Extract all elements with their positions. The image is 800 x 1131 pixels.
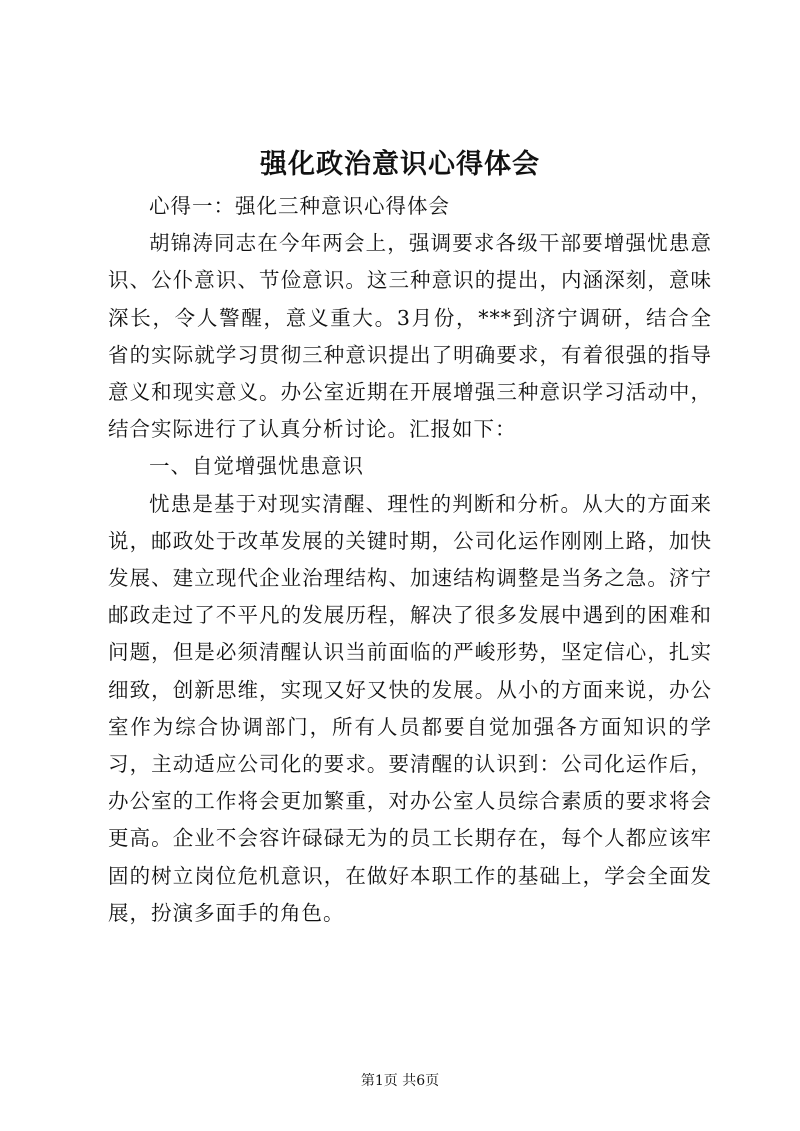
section-paragraph: 忧患是基于对现实清醒、理性的判断和分析。从大的方面来说，邮政处于改革发展的关键时期，公司化运作刚刚上路，加快发展、建立现代企业治理结构、加速结构调整是当务之急。济宁邮政走过了不平凡的发展历程，解决了很多发展中遇到的困难和问题，但是必须清醒认识当前面临的严峻形势，坚定信心，扎实细致，创新思维，实现又好又快的发展。从小的方面来说，办公室作为综合协调部门，所有人员都要自觉加强各方面知识的学习，主动适应公司化的要求。要清醒的认识到：公司化运作后，办公室的工作将会更加繁重，对办公室人员综合素质的要求将会更高。企业不会容许碌碌无为的员工长期存在，每个人都应该牢固的树立岗位危机意识，在做好本职工作的基础上，学会全面发展，扮演多面手的角色。 (108, 491, 712, 925)
section-heading: 一、自觉增强忧患意识 (149, 454, 364, 479)
intro-paragraph: 胡锦涛同志在今年两会上，强调要求各级干部要增强忧患意识、公仆意识、节俭意识。这三种意识的提出，内涵深刻，意味深长，令人警醒，意义重大。3月份，***到济宁调研，结合全省的实际就学习贯彻三种意识提出了明确要求，有着很强的指导意义和现实意义。办公室近期在开展增强三种意识学习活动中，结合实际进行了认真分析讨论。汇报如下： (108, 231, 712, 442)
subtitle: 心得一：强化三种意识心得体会 (149, 194, 450, 218)
document-body (108, 188, 712, 932)
page-number: 第1页 共6页 (360, 1073, 440, 1089)
document-title: 强化政治意识心得体会 (260, 149, 540, 180)
